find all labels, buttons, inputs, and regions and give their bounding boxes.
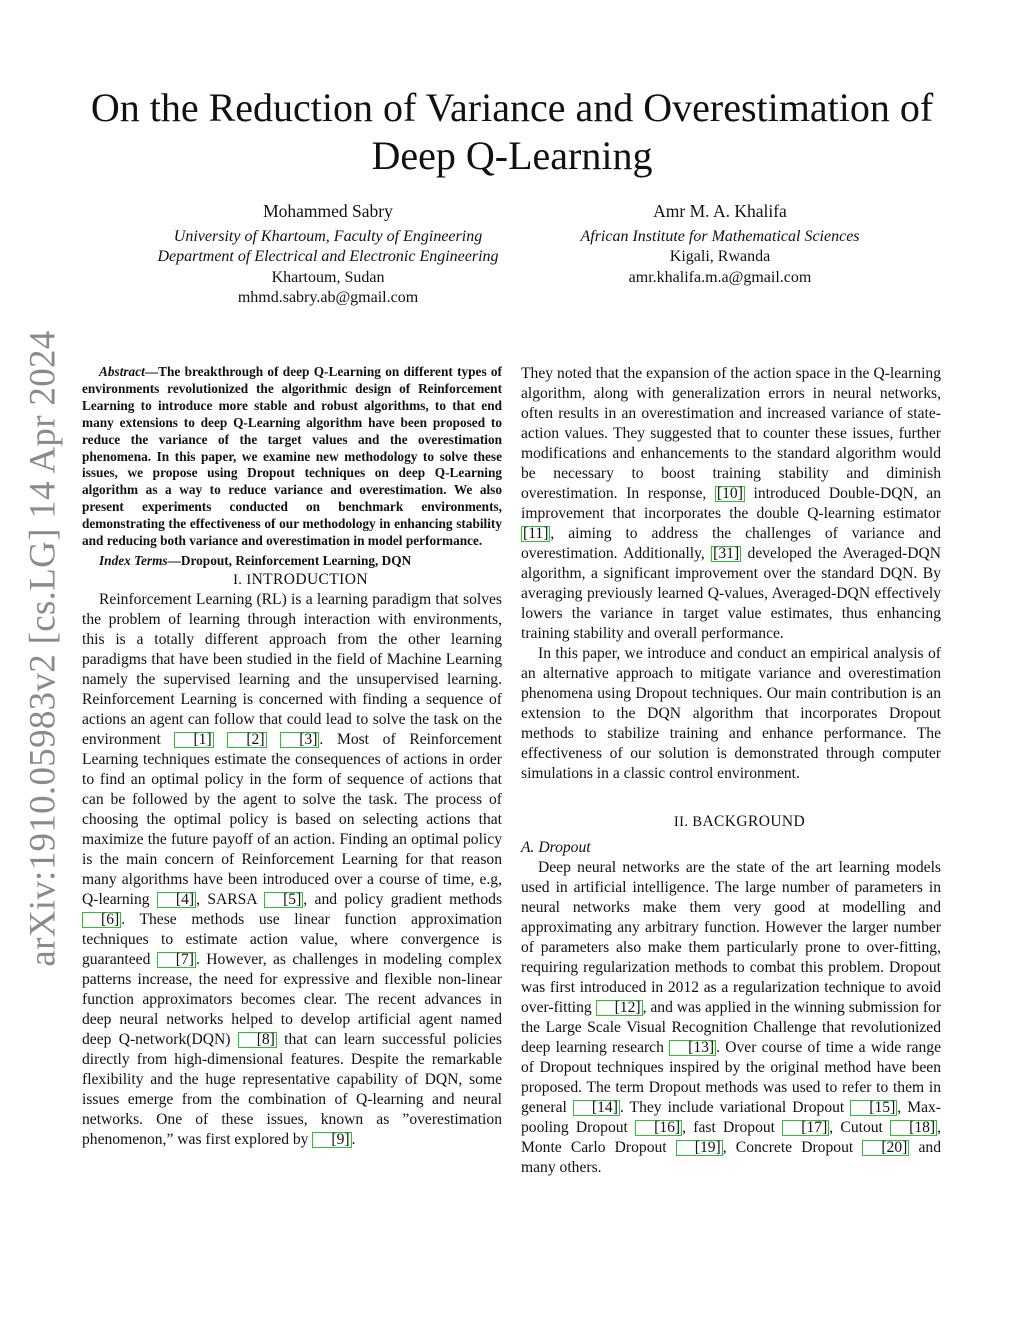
citation-link[interactable]: [11]: [523, 525, 549, 542]
author-block-2: [540, 201, 900, 288]
section-heading-introduction: I. INTRODUCTION: [233, 570, 368, 588]
citation-link[interactable]: [19]: [676, 1140, 723, 1156]
intro-paragraph: Reinforcement Learning (RL) is a learning paradigm that solves the problem of learning through interaction with environments, this is a totally different approach from the other learning paradigms that have been studied in the field of Machine Learning namely the supervised learning and the unsupervised learning. Reinforcement Learning is concerned with finding a sequence of actions an agent can follow that could lead to solve the task on the environment [1] [2] [3] . Most of Reinforcement Learning techniques estimate the consequences of actions in order to find an optimal policy in the form of sequence of actions that can be followed by the agent to solve the task. The process of choosing the optimal policy is based on selecting actions that maximize the future payoff of an action. Finding an optimal policy is the main concern of Reinforcement Learning for that reason many algorithms have been introduced over a course of time, e.g, Q-learning [4] , SARSA [5] , and policy gradient methods [6] . These methods use linear function approximation techniques to estimate action value, where convergence is guaranteed [7] . However, as challenges in modeling complex patterns increase, the need for expressive and flexible non-linear function approximators becomes clear. The recent advances in deep neural networks helped to develop artificial agent named deep Q-network(DQN) [8] that can learn successful policies directly from high-dimensional features. Despite the remarkable flexibility and the huge representative capability of DQN, some issues emerge from the combination of Q-learning and neural networks. One of these issues, known as ”overestimation phenomenon,” was first explored by [9] .: [82, 590, 503, 1148]
citation-link[interactable]: [18]: [890, 1120, 937, 1136]
index-terms: [82, 553, 502, 570]
author-email: amr.khalifa.m.a@gmail.com: [628, 268, 812, 286]
citation-link[interactable]: [10]: [716, 485, 743, 502]
author-location: Kigali, Rwanda: [669, 248, 771, 265]
citation-link[interactable]: [20]: [862, 1140, 909, 1156]
abstract-text: —The breakthrough of deep Q-Learning on different types of environments revolutionized the algorithmic design of Reinforcement Learning to introduce more stable and robust algorithms, to that end many extensions to deep Q-Learning algorithm have been proposed to reduce the variance of the target values and the overestimation phenomena. In this paper, we examine new methodology to solve these issues, we propose using Dropout techniques on deep Q-Learning algorithm as a way to reduce variance and overestimation. We also present experiments conducted on benchmark environments, demonstrating the effectiveness of our methodology in enhancing stability and reducing both variance and overestimation in model performance.: [82, 364, 502, 549]
citation-link[interactable]: [1]: [174, 732, 213, 748]
citation-link[interactable]: [14]: [573, 1100, 620, 1116]
citation-link[interactable]: [9]: [312, 1132, 351, 1148]
citation-link[interactable]: [13]: [669, 1040, 716, 1056]
author-email: mhmd.sabry.ab@gmail.com: [237, 289, 419, 306]
citation-link[interactable]: [15]: [850, 1100, 897, 1116]
citation-link[interactable]: [5]: [264, 892, 303, 908]
abstract-label: Abstract: [99, 364, 145, 379]
left-column: [82, 364, 502, 1150]
arxiv-identifier-text: arXiv:1910.05983v2 [cs.LG] 14 Apr 2024: [22, 329, 64, 967]
author-block-1: [138, 201, 518, 309]
index-terms-text: —Dropout, Reinforcement Learning, DQN: [167, 552, 412, 568]
citation-link[interactable]: [3]: [280, 732, 319, 748]
citation-link[interactable]: [4]: [157, 892, 196, 908]
author-name: Mohammed Sabry: [263, 201, 393, 221]
section-heading-background: II. BACKGROUND: [673, 813, 806, 830]
subsection-heading-dropout: A. Dropout: [521, 839, 591, 856]
citation-link[interactable]: [12]: [596, 1000, 643, 1016]
author-location: Khartoum, Sudan: [271, 268, 385, 286]
paper-title: On the Reduction of Variance and Overestimation of Deep Q-Learning: [90, 85, 934, 178]
abstract: [82, 364, 502, 550]
author-name: Amr M. A. Khalifa: [653, 201, 787, 221]
author-affiliation: Department of Electrical and Electronic Engineering: [157, 248, 499, 265]
citation-link[interactable]: [17]: [782, 1120, 829, 1136]
citation-link[interactable]: [2]: [227, 732, 266, 748]
body-paragraph: In this paper, we introduce and conduct an empirical analysis of an alternative approach to mitigate variance and overestimation phenomena using Dropout techniques. Our main contribution is an extension to the DQN algorithm that incorporates Dropout methods to stabilize training and enhance performance. The effectiveness of our solution is demonstrated through computer simulations in a classic control environment.: [521, 645, 941, 782]
author-affiliation: African Institute for Mathematical Sciences: [580, 227, 860, 245]
arxiv-identifier: [4, 329, 82, 967]
index-terms-label: Index Terms: [99, 552, 168, 568]
right-column: [521, 364, 941, 1178]
body-paragraph: They noted that the expansion of the action space in the Q-learning algorithm, along with generalization errors in neural networks, often results in an overestimation and increased variance of state-action values. They suggested that to counter these issues, further modifications and enhancements to the standard algorithm would be necessary to boost training stability and diminish overestimation. In response, [10] introduced Double-DQN, an improvement that incorporates the double Q-learning estimator [11] , aiming to address the challenges of variance and overestimation. Additionally, [31] developed the Averaged-DQN algorithm, a significant improvement over the standard DQN. By averaging previously learned Q-values, Averaged-DQN effectively lowers the variance in target value estimates, thus enhancing training stability and overall performance.: [521, 365, 941, 642]
dropout-paragraph: Deep neural networks are the state of the art learning models used in artificial intelligence. The large number of parameters in neural networks make them very good at modelling and approximating any arbitrary function. However the larger number of parameters also make them particularly prone to over-fitting, requiring regularization methods to combat this problem. Dropout was first introduced in 2012 as a regularization technique to avoid over-fitting [12] , and was applied in the winning submission for the Large Scale Visual Recognition Challenge that revolutionized deep learning research [13] . Over course of time a wide range of Dropout techniques inspired by the original method have been proposed. The term Dropout methods was used to refer to them in general [14] . They include variational Dropout [15] , Max-pooling Dropout [16] , fast Dropout [17] , Cutout [18] , Monte Carlo Dropout [19] , Concrete Dropout [20] and many others.: [521, 859, 942, 1176]
citation-link[interactable]: [7]: [157, 952, 196, 968]
citation-link[interactable]: [16]: [635, 1120, 682, 1136]
citation-link[interactable]: [6]: [82, 912, 121, 928]
citation-link[interactable]: [31]: [713, 545, 740, 562]
author-affiliation: University of Khartoum, Faculty of Engineering: [173, 227, 483, 245]
citation-link[interactable]: [8]: [238, 1032, 277, 1048]
